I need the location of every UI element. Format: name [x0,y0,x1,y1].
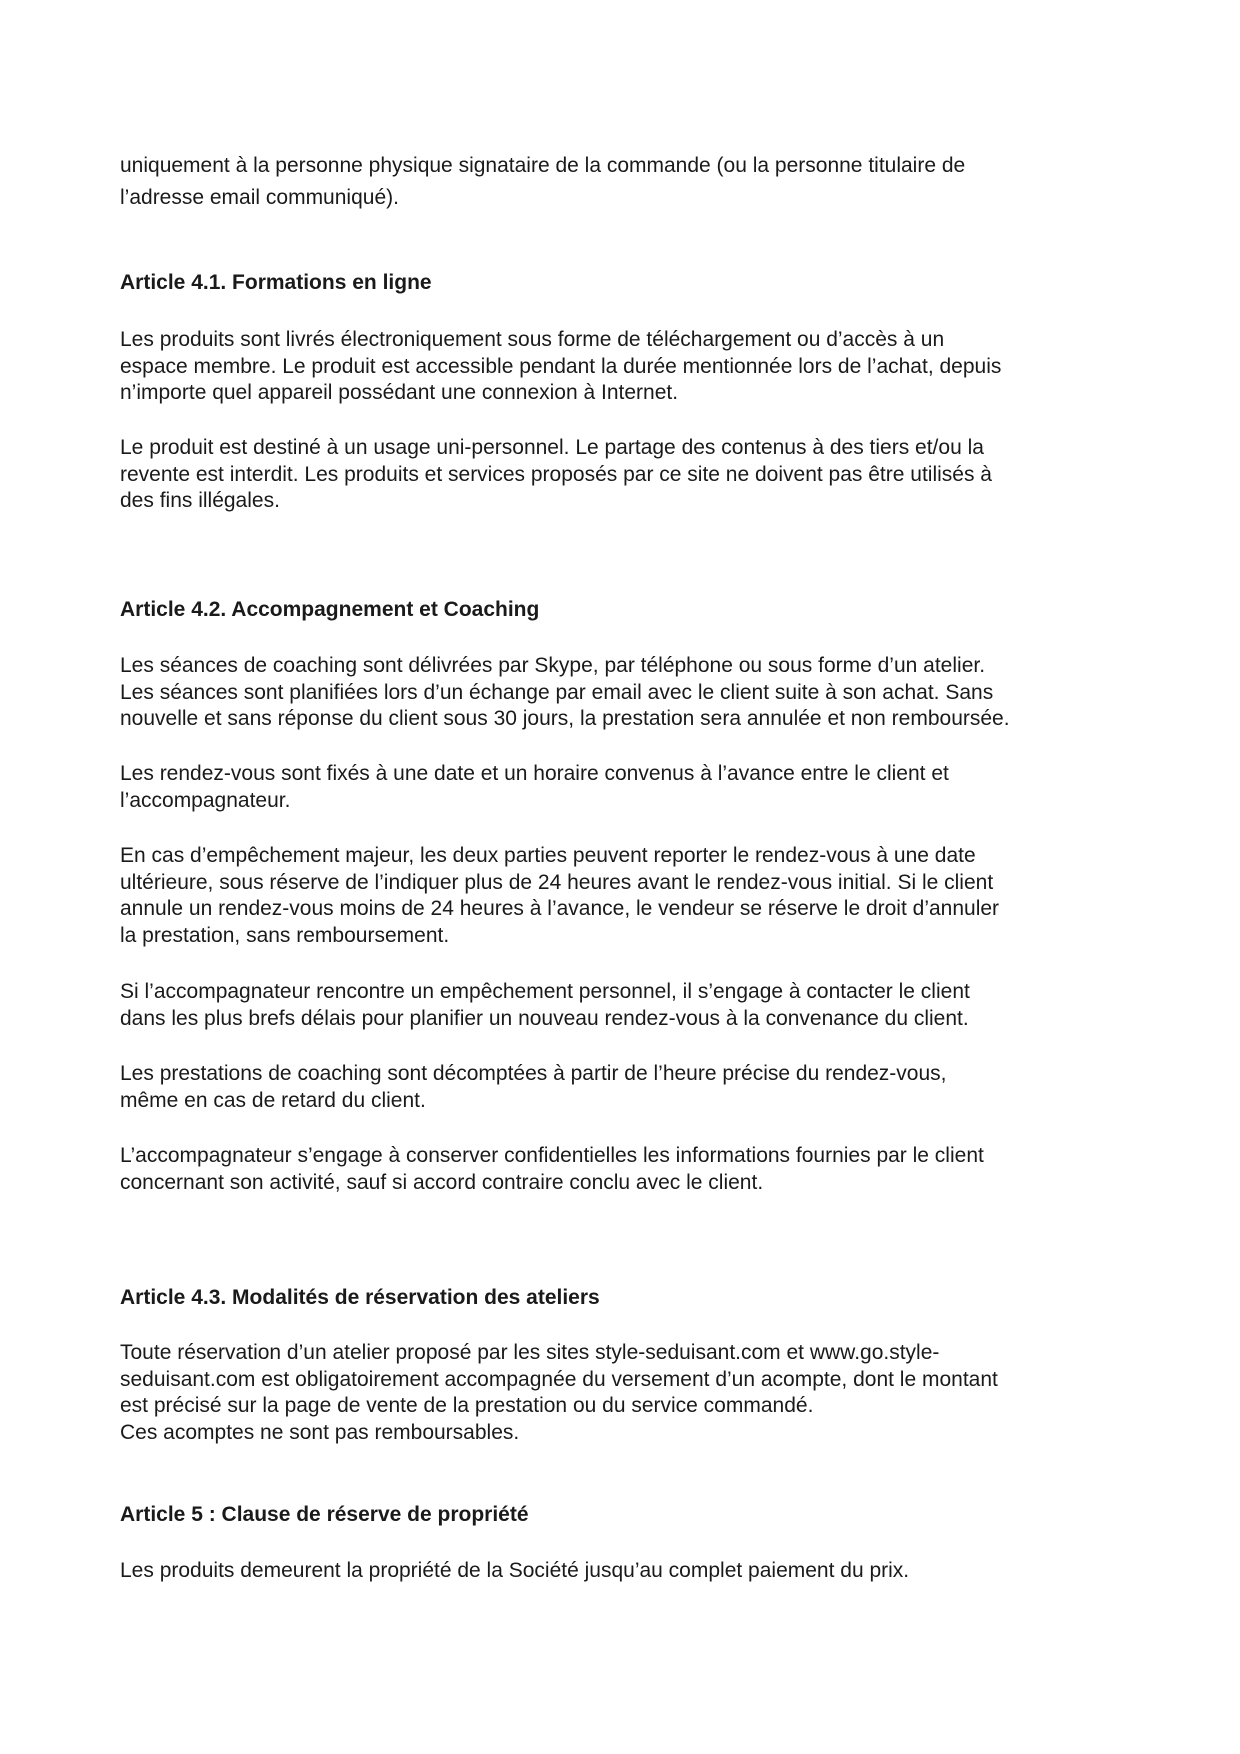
text-line: n’importe quel appareil possédant une connexion à Internet. [120,381,679,404]
text-line: concernant son activité, sauf si accord contraire conclu avec le client. [120,1170,764,1194]
text-line: Les séances de coaching sont délivrées par Skype, par téléphone ou sous forme d’un atelier. [120,654,986,677]
article-4-1-paragraph-2 [120,435,1120,515]
text-line: ultérieure, sous réserve de l’indiquer plus de 24 heures avant le rendez-vous initial. Si le client [120,870,994,894]
article-4-3-heading: Article 4.3. Modalités de réservation des ateliers [120,1286,600,1309]
article-4-2-paragraph-2 [120,761,1120,814]
text-line: la prestation, sans remboursement. [120,923,450,947]
text-line: Les séances sont planifiées lors d’un échange par email avec le client suite à son achat. Sans [120,680,994,704]
text-line: l’accompagnateur. [120,788,291,812]
text-line: seduisant.com est obligatoirement accompagnée du versement d’un acompte, dont le montant [120,1367,998,1391]
article-4-2-paragraph-6 [120,1143,1120,1196]
text-line: L’accompagnateur s’engage à conserver confidentielles les informations fournies par le client [120,1144,984,1167]
text-line: nouvelle et sans réponse du client sous 30 jours, la prestation sera annulée et non remboursée. [120,707,1010,730]
text-line: Si l’accompagnateur rencontre un empêchement personnel, il s’engage à contacter le client [120,980,970,1003]
article-4-2-paragraph-4 [120,979,1120,1032]
text-line: Les prestations de coaching sont décomptées à partir de l’heure précise du rendez-vous, [120,1062,947,1085]
article-4-2-paragraph-5 [120,1061,1120,1114]
text-line: uniquement à la personne physique signataire de la commande (ou la personne titulaire de [120,154,966,177]
article-4-2-paragraph-1 [120,653,1120,733]
article-4-2-heading: Article 4.2. Accompagnement et Coaching [120,598,540,621]
text-line: Ces acomptes ne sont pas remboursables. [120,1420,520,1444]
text-line: Les rendez-vous sont fixés à une date et un horaire convenus à l’avance entre le client et [120,762,949,785]
text-line: des fins illégales. [120,489,280,512]
article-5-heading: Article 5 : Clause de réserve de propriété [120,1503,529,1526]
article-4-1-heading: Article 4.1. Formations en ligne [120,271,432,294]
text-line: est précisé sur la page de vente de la prestation ou du service commandé. [120,1394,814,1417]
text-line: Le produit est destiné à un usage uni-personnel. Le partage des contenus à des tiers et/ou la [120,436,984,459]
text-line: En cas d’empêchement majeur, les deux parties peuvent reporter le rendez-vous à une date [120,844,976,867]
article-4-1-paragraph-1 [120,327,1120,407]
text-line: espace membre. Le produit est accessible pendant la durée mentionnée lors de l’achat, depuis [120,354,1002,378]
text-line: revente est interdit. Les produits et services proposés par ce site ne doivent pas être utilisés à [120,462,992,486]
text-line: dans les plus brefs délais pour planifier un nouveau rendez-vous à la convenance du client. [120,1006,969,1030]
article-4-3-paragraph-1 [120,1340,1120,1446]
text-line: Les produits demeurent la propriété de la Société jusqu’au complet paiement du prix. [120,1559,910,1582]
text-line: l’adresse email communiqué). [120,186,399,209]
text-line: annule un rendez-vous moins de 24 heures à l’avance, le vendeur se réserve le droit d’annuler [120,897,1000,920]
text-line: Les produits sont livrés électroniquement sous forme de téléchargement ou d’accès à un [120,328,945,351]
text-line: Toute réservation d’un atelier proposé par les sites style-seduisant.com et www.go.style- [120,1341,940,1364]
article-4-2-paragraph-3 [120,843,1120,949]
article-5-paragraph-1 [120,1558,1120,1585]
text-line: même en cas de retard du client. [120,1088,426,1112]
intro-paragraph [120,150,1120,214]
